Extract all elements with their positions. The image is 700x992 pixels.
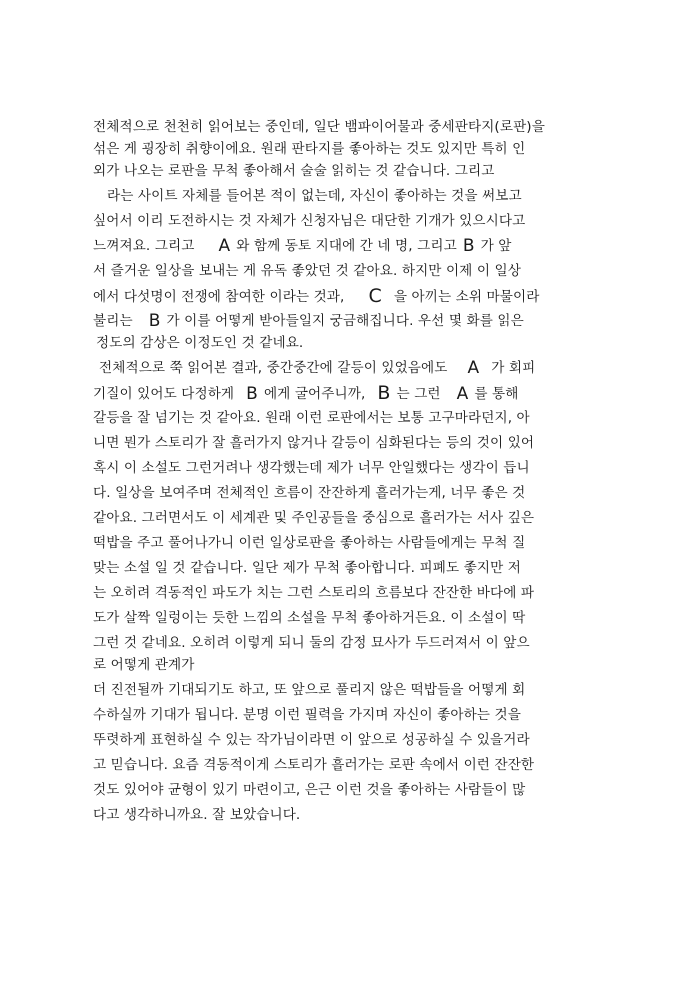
text-line [93,162,494,180]
text: 불리는 [93,313,133,329]
text: 싶어서 이리 도전하시는 것 자체가 신청자님은 대단한 기개가 있으시다고 [93,213,526,229]
text: 다고 생각하니까요. 잘 보았습니다. [93,807,301,823]
text-line [93,534,525,552]
handwritten-marker: A [467,358,480,378]
text: 가 이를 어떻게 받아들일지 궁금해집니다. 우선 몇 화를 읽은 [166,313,524,329]
text: 느껴져요. 그리고 [93,238,195,254]
text-line [99,359,535,377]
text-line [93,118,545,136]
text: 떡밥을 주고 풀어나가니 이런 일상로판을 좋아하는 사람들에게는 무척 질 [93,535,526,551]
text: 같아요. 그러면서도 이 세계관 및 주인공들을 중심으로 흘러가는 서사 깊은 [93,510,535,526]
text-line [93,212,525,230]
text: 도가 살짝 일렁이는 듯한 느낌의 소설을 무척 좋아하거든요. 이 소설이 딱 [93,610,526,626]
text-line [93,484,525,502]
text-line [93,706,521,724]
text: 에게 굴어주니까, [263,386,366,402]
text: 와 함께 동토 지대에 간 네 명, 그리고 [236,238,457,254]
text: 로 어떻게 관계가 [93,657,195,673]
text: 기질이 있어도 다정하게 [93,386,235,402]
text: 갈등을 잘 넘기는 것 같아요. 원래 이런 로판에서는 보통 고구마라던지, 아 [93,410,530,426]
text: 섞은 게 굉장히 취향이에요. 원래 판타지를 좋아하는 것도 있지만 특히 인 [93,141,526,157]
handwritten-marker: A [218,236,231,256]
text-line [107,187,522,205]
text-line [93,262,521,280]
text: 서 즐거운 일상을 보내는 게 유독 좋았던 것 같아요. 하지만 이제 이 일상 [93,263,521,279]
text-line [93,409,530,427]
text: 외가 나오는 로판을 무척 좋아해서 술술 읽히는 것 같습니다. 그리고 [93,163,495,179]
text-line [93,781,525,799]
text-line [93,656,194,674]
text-line [93,634,530,652]
text: 뚜렷하게 표현하실 수 있는 작가님이라면 이 앞으로 성공하실 수 있을거라 [93,732,530,748]
text-line [93,434,534,452]
handwritten-marker: B [246,384,258,404]
text-line [93,459,530,477]
handwritten-marker: C [368,285,382,307]
text: 다. 일상을 보여주며 전체적인 흐름이 잔잔하게 흘러가는게, 너무 좋은 것 [93,485,526,501]
text-line [93,509,534,527]
text-line [93,806,300,824]
handwritten-marker: B [462,236,475,256]
text: 전체적으로 천천히 읽어보는 중인데, 일단 뱀파이어물과 중세판타지(로판)을 [93,119,545,135]
text-line [96,334,303,352]
text-line [93,756,534,774]
text: 정도의 감상은 이정도인 것 같네요. [96,335,304,351]
text: 것도 있어야 균형이 있기 마련이고, 은근 이런 것을 좋아하는 사람들이 많 [93,782,526,798]
text: 가 앞 [480,238,512,254]
text: 을 아끼는 소위 마물이라 [393,289,540,305]
text: 가 회피 [491,360,536,376]
handwritten-marker: B [377,382,391,404]
text-line [93,584,534,602]
text: 를 통해 [474,386,519,402]
text: 에서 다섯명이 전쟁에 참여한 이라는 것과, [93,289,345,305]
text-line [93,287,539,306]
text-line [93,312,524,330]
text-line [93,237,511,255]
text: 혹시 이 소설도 그런거려나 생각했는데 제가 너무 안일했다는 생각이 듭니 [93,460,530,476]
text: 라는 사이트 자체를 들어본 적이 없는데, 자신이 좋아하는 것을 써보고 [107,188,522,204]
handwritten-marker: B [148,311,161,331]
text: 전체적으로 쭉 읽어본 결과, 중간중간에 갈등이 있었음에도 [99,360,448,376]
text: 니면 뭔가 스토리가 잘 흘러가지 않거나 갈등이 심화된다는 등의 것이 있어 [93,435,535,451]
text: 고 믿습니다. 요즘 격동적이게 스토리가 흘러가는 로판 속에서 이런 잔잔한 [93,757,535,773]
text-line [93,140,525,158]
text-line [93,384,519,403]
text: 맞는 소설 일 것 같습니다. 일단 제가 무척 좋아합니다. 피폐도 좋지만 저 [93,560,521,576]
text-line [93,681,525,699]
text-line [93,609,525,627]
text: 는 오히려 격동적인 파도가 치는 그런 스토리의 흐름보다 잔잔한 바다에 파 [93,585,535,601]
text-line [93,731,530,749]
text: 는 그런 [396,386,441,402]
text-line [93,559,521,577]
handwritten-marker: A [456,384,469,404]
text: 그런 것 같네요. 오히려 이렇게 되니 둘의 감정 묘사가 두드러져서 이 앞으 [93,635,530,651]
text: 수하실까 기대가 됩니다. 분명 이런 필력을 가지며 자신이 좋아하는 것을 [93,707,521,723]
text: 더 진전될까 기대되기도 하고, 또 앞으로 풀리지 않은 떡밥들을 어떻게 회 [93,682,526,698]
